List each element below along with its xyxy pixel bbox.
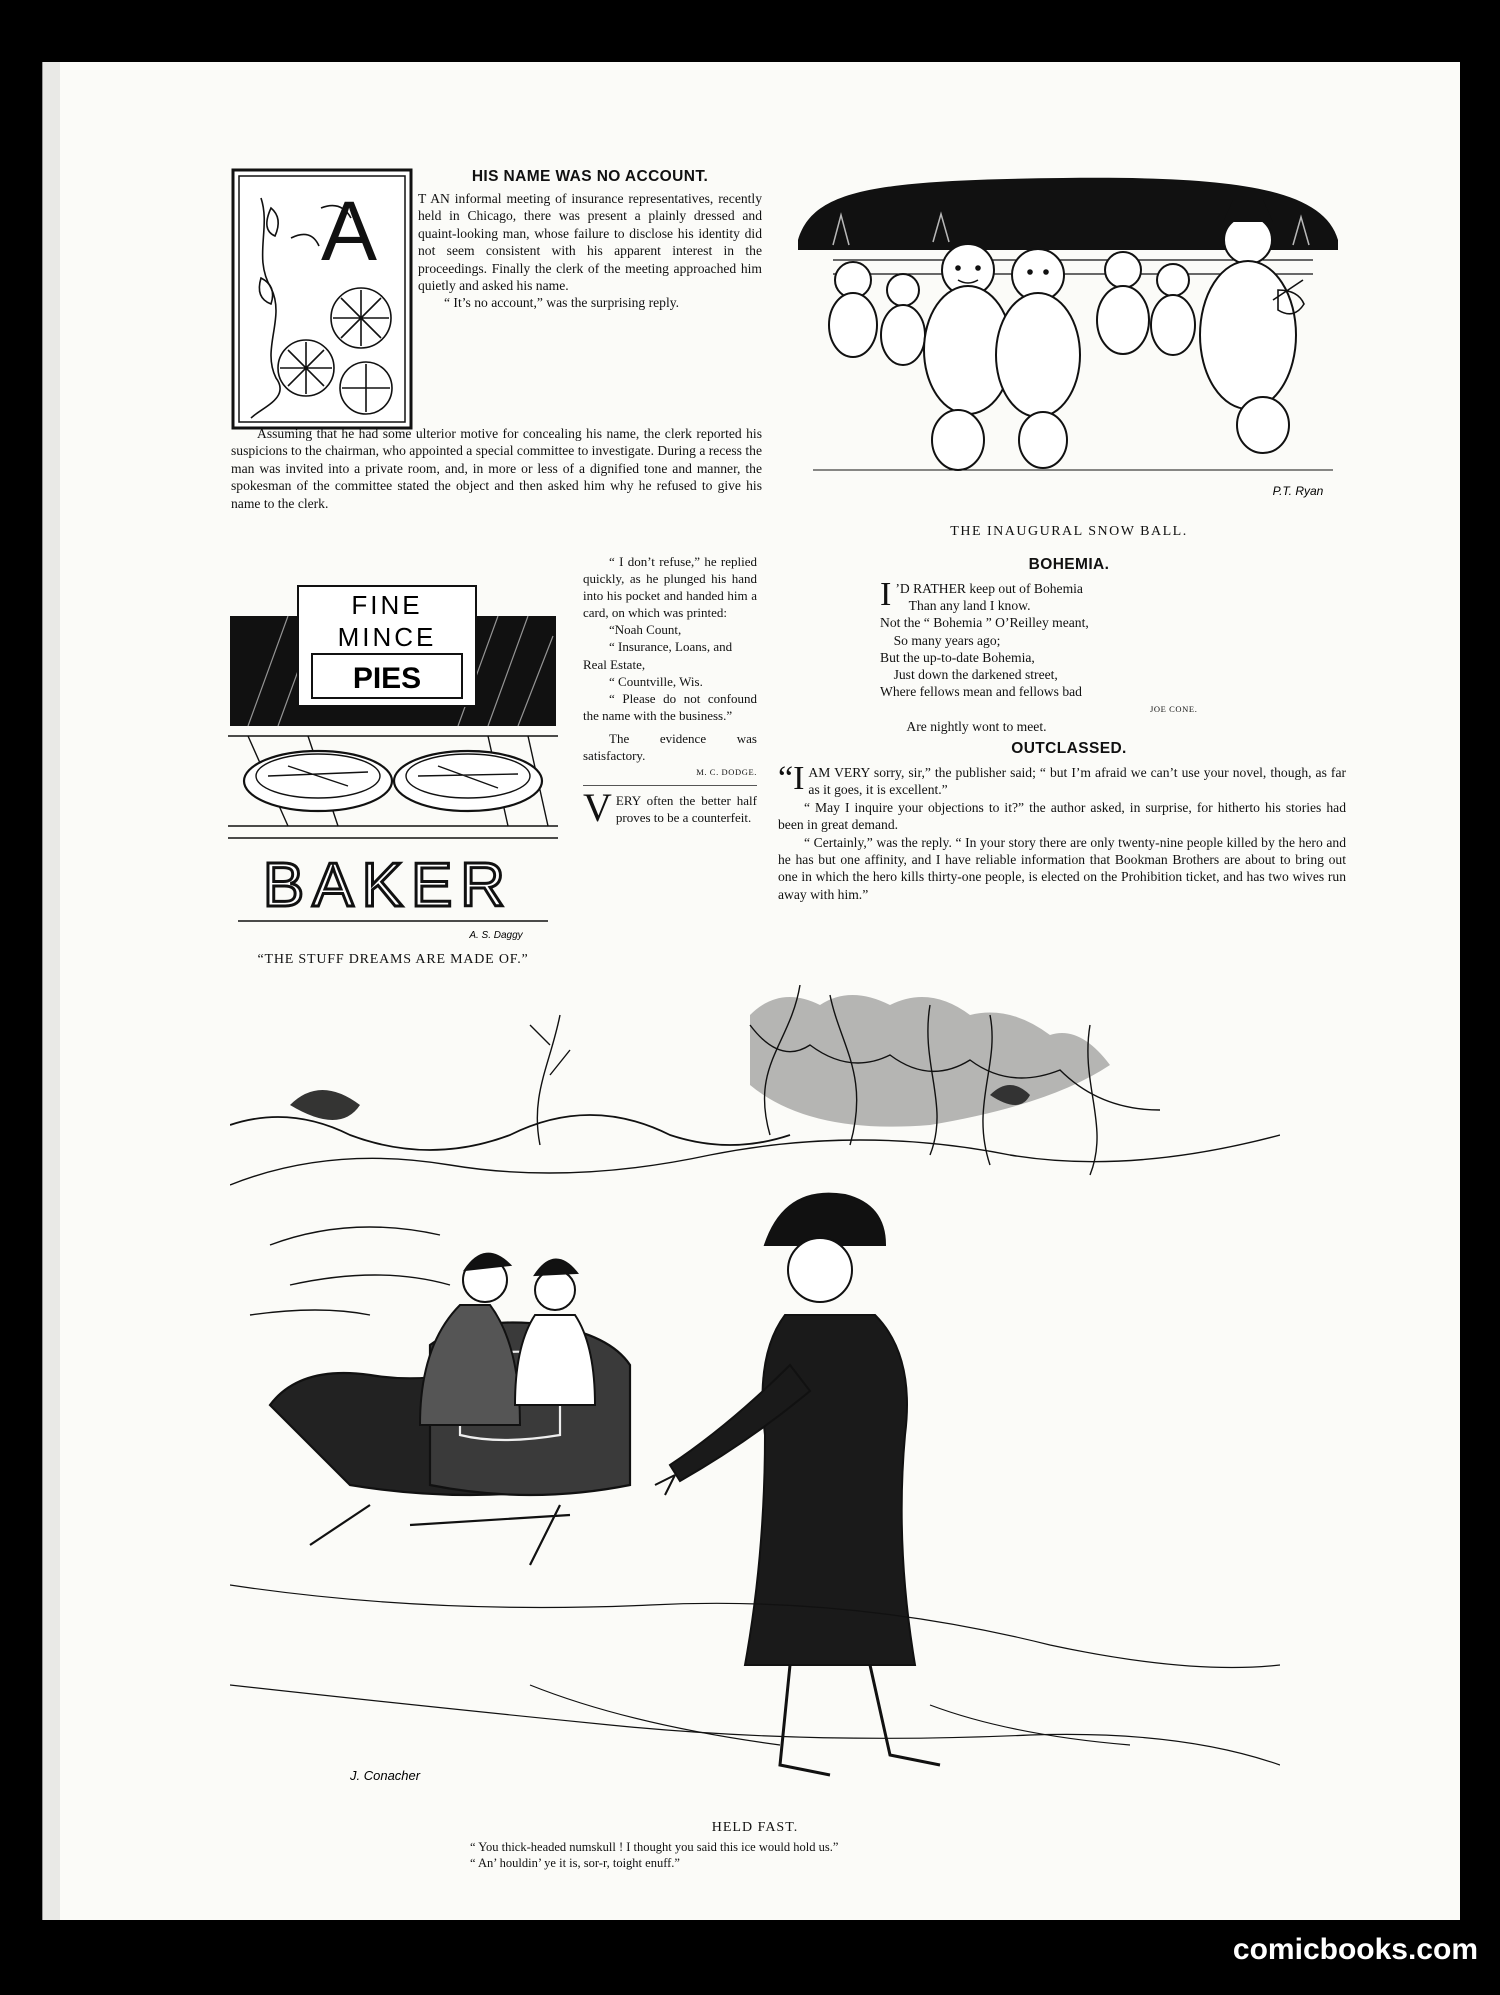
paragraph-author: “ May I inquire your objections to it?” the author asked, in surprise, for hitherto his stories had been in great demand. — [778, 799, 1346, 833]
cartoon-title-held-fast: HELD FAST. — [711, 1820, 799, 1835]
poem-line: Are nightly wont to meet. — [893, 718, 1047, 734]
poem-line: But the up-to-date Bohemia, — [880, 649, 1035, 665]
article-lead-paragraph — [418, 190, 762, 312]
sign-text-fine: FINE — [351, 590, 423, 620]
paragraph-reply-certainly: “ Certainly,” was the reply. “ In your story there are only twenty-nine people killed by the hero and he has but one affinity, and I have reliable information that Bookman Brothers are about to bring out one in which the hero kills thirty-one people, is elected on the Prohibition ticket, and has two wives run away with him.” — [778, 834, 1346, 902]
poem-line: Where fellows mean and fellows bad — [880, 684, 1082, 700]
artist-signature-conacher: J. Conacher — [350, 1768, 421, 1783]
poem-line: So many years ago; — [880, 632, 1001, 648]
paragraph-refuse: “ I don’t refuse,” he replied quickly, as he plunged his hand into his pocket and handed him a card, on which was printed: — [583, 554, 757, 621]
article-narrow-column — [583, 553, 757, 831]
article-title-outclassed: OUTCLASSED. — [1011, 740, 1127, 757]
sign-text-mince: MINCE — [337, 622, 437, 652]
snowball-illustration — [793, 170, 1345, 510]
poem-line: Just down the darkened street, — [880, 667, 1058, 683]
artist-signature-ryan: P.T. Ryan — [1272, 484, 1324, 498]
poem-line: ’D RATHER keep out of Bohemia — [895, 581, 1083, 596]
site-watermark: comicbooks.com — [1232, 1933, 1478, 1966]
card-line-business: “ Insurance, Loans, and Real Estate, — [583, 639, 733, 672]
card-line-notice: “ Please do not confound the name with the business.” — [583, 690, 757, 723]
poem-line: Than any land I know. — [895, 598, 1031, 614]
signature-joe-cone: JOE CONE. — [1150, 704, 1198, 715]
dialogue-line-2: “ An’ houldin’ ye it is, sor-r, toight enuff.” — [470, 1856, 680, 1870]
sign-text-pies: PIES — [352, 662, 422, 695]
card-line-name: “Noah Count, — [609, 622, 682, 638]
dialogue-line-1: “ You thick-headed numskull ! I thought you said this ice would hold us.” — [470, 1840, 839, 1854]
article-title-his-name: HIS NAME WAS NO ACCOUNT. — [471, 168, 709, 185]
article-body-wide — [231, 425, 762, 512]
outclassed-dropcap: “I — [778, 760, 805, 797]
initial-a-letter: A — [320, 184, 378, 278]
article-outclassed-body — [778, 760, 1346, 903]
paragraph-committee: Assuming that he had some ulterior motive for concealing his name, the clerk reported his suspicions to the chairman, who appointed a special committee to investigate. During a recess the man was invited into a private room, and, in more or less of a dignified tone and manner, the spokesman of the committee stated the object and then asked him why he refused to give his name to the clerk. — [231, 426, 762, 511]
paragraph-reply: “ It’s no account,” was the surprising reply. — [444, 295, 680, 311]
caption-inaugural-snow-ball: THE INAUGURAL SNOW BALL. — [950, 524, 1188, 539]
paragraph-publisher-text: AM VERY sorry, sir,” the publisher said; “ but I’m afraid we can’t use your novel, though, as far as it goes, it is excellent.” — [808, 765, 1346, 798]
filler-text: ERY often the better half proves to be a counterfeit. — [615, 793, 757, 826]
paragraph-publisher — [778, 760, 1346, 799]
card-line-town: “ Countville, Wis. — [609, 673, 703, 689]
signature-dodge: M. C. DODGE. — [583, 764, 757, 786]
paragraph-lead: T AN informal meeting of insurance representatives, recently held in Chicago, there was present a plainly dressed and quaint-looking man, whose failure to disclose his identity did not seem consistent with his apparent interest in the proceedings. Finally the clerk of the meeting approached him quietly and asked his name. — [418, 191, 762, 294]
filler-dropcap: V — [583, 785, 612, 831]
filler-counterfeit — [583, 785, 757, 831]
poem-line: Not the “ Bohemia ” O’Reilley meant, — [880, 615, 1089, 631]
cartoon-dialogue — [470, 1839, 1170, 1871]
paragraph-evidence: The evidence was satisfactory. — [583, 730, 757, 764]
decorative-initial-a — [231, 168, 413, 430]
held-fast-illustration — [230, 985, 1280, 1810]
poem-dropcap: I — [880, 576, 892, 613]
poem-final-line — [880, 700, 1280, 769]
shop-name-baker: BAKER — [262, 851, 514, 920]
poem-title-bohemia: BOHEMIA. — [1028, 556, 1110, 573]
caption-stuff-dreams: “THE STUFF DREAMS ARE MADE OF.” — [257, 952, 529, 967]
artist-signature-daggy: A. S. Daggy — [469, 930, 523, 941]
page-stack-edge — [42, 62, 61, 1920]
bakery-window-illustration — [228, 576, 558, 944]
